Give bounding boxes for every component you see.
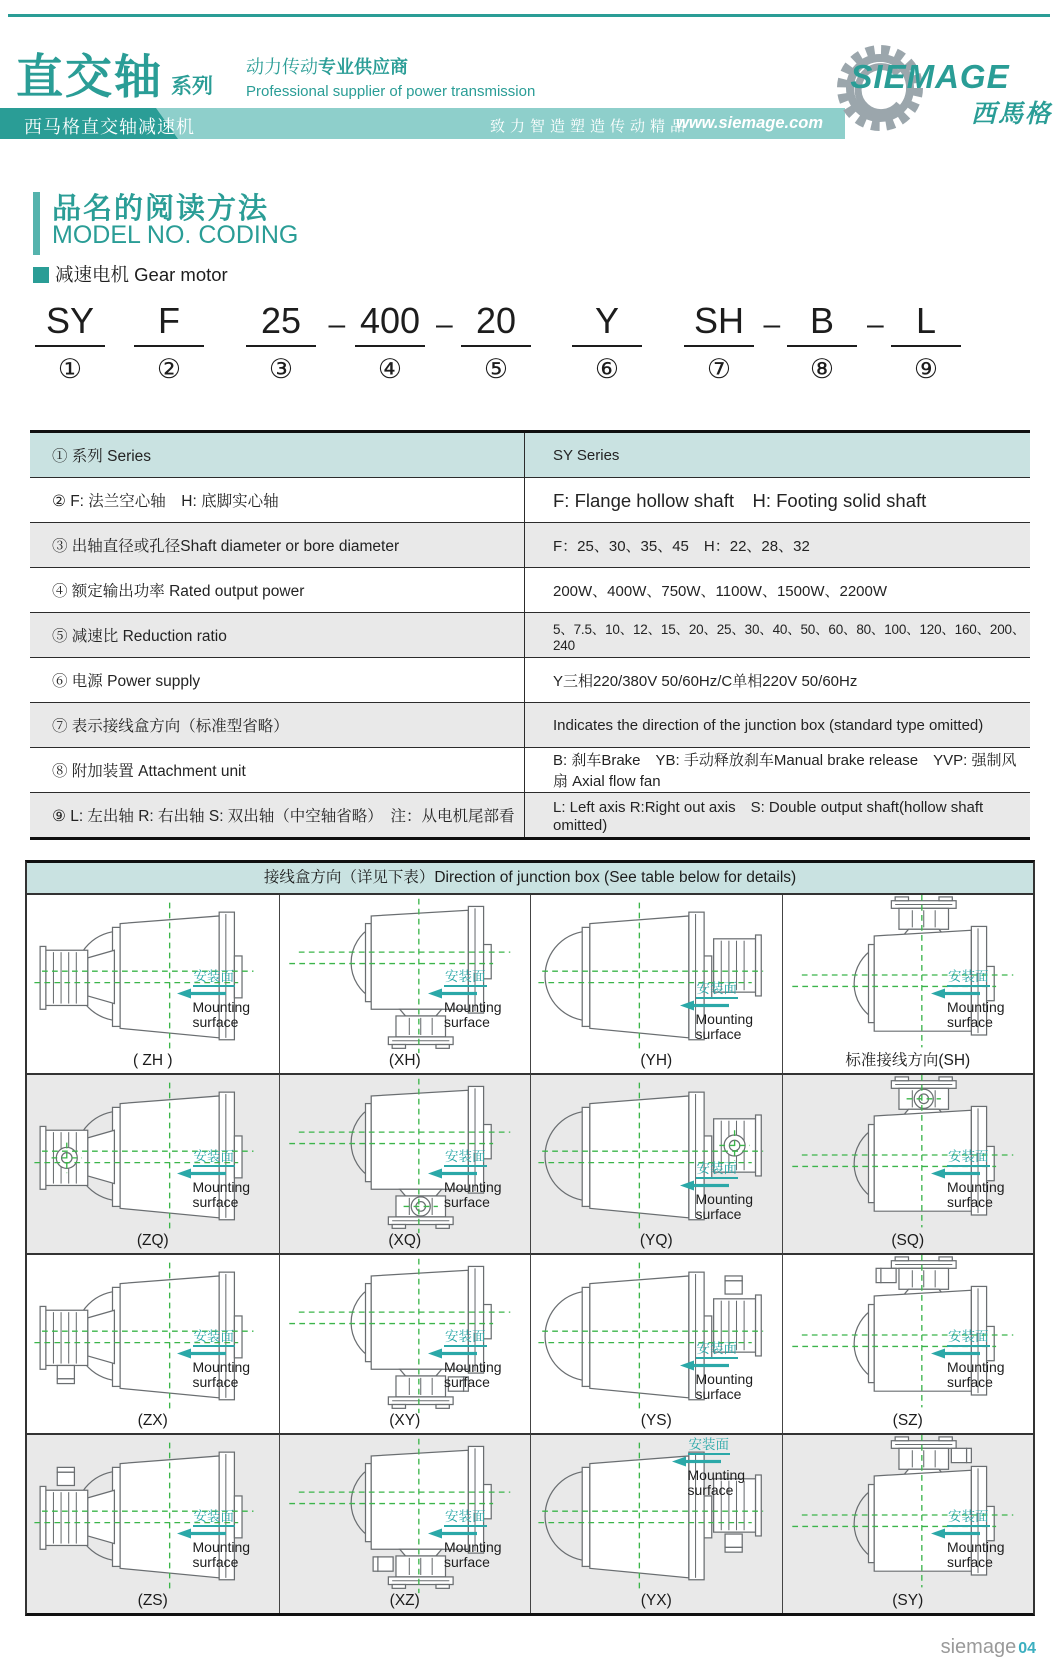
spec-left-2: ② F: 法兰空心轴 H: 底脚实心轴 — [30, 478, 525, 522]
spec-right-8: B: 刹车Brake YB: 手动释放刹车Manual brake release YVP: 强制风扇 Axial flow fan — [553, 752, 1017, 790]
spec-right-1: SY Series — [553, 446, 620, 464]
junction-cell-2 — [530, 895, 782, 1073]
top-rule — [8, 14, 1050, 17]
mounting-surface-label-en: Mounting surface — [695, 1191, 754, 1223]
code-text: SY — [35, 300, 105, 347]
junction-variant-label: (XQ) — [388, 1232, 422, 1249]
code-text: Y — [572, 300, 642, 347]
code-circled-number: ⑧ — [809, 354, 835, 384]
spec-left-4: ④ 额定输出功率 Rated output power — [30, 568, 525, 612]
series-suffix: 系列 — [171, 75, 213, 98]
code-item-7 — [787, 300, 857, 385]
mounting-surface-label-zh: 安装面 — [193, 1330, 236, 1347]
mounting-surface-label-en: Mounting surface — [695, 1011, 754, 1043]
mounting-surface-label-en: Mounting surface — [444, 999, 502, 1031]
spec-row-8 — [30, 747, 1030, 792]
code-item-5 — [572, 300, 642, 385]
mounting-surface-label-zh: 安装面 — [193, 970, 236, 987]
junction-variant-label: 标准接线方向(SH) — [845, 1052, 971, 1069]
junction-cell-0 — [27, 895, 279, 1073]
code-text: 20 — [461, 300, 531, 347]
mounting-surface-label-en: Mounting surface — [192, 999, 251, 1031]
mounting-surface-label-zh: 安装面 — [444, 1330, 487, 1347]
spec-left-1: ① 系列 Series — [30, 433, 525, 477]
spec-right-3: F：25、30、35、45 H：22、28、32 — [553, 537, 810, 555]
slogan-zh-regular: 动力传动 — [246, 57, 318, 77]
arrow-left-icon — [428, 1348, 478, 1359]
arrow-left-icon — [680, 1000, 730, 1011]
mounting-surface-label-en: Mounting surface — [947, 999, 1005, 1031]
model-code-spec-table — [30, 430, 1030, 840]
code-text: 400 — [355, 300, 425, 347]
spec-right-4: 200W、400W、750W、1100W、1500W、2200W — [553, 582, 888, 600]
logo-name: SIEMAGE — [850, 58, 1010, 95]
mounting-surface-callout — [931, 1329, 1031, 1390]
junction-variant-label: (ZQ) — [136, 1232, 169, 1249]
page-number: 04 — [1018, 1640, 1036, 1657]
mounting-surface-label-en: Mounting surface — [192, 1539, 251, 1571]
junction-grid — [27, 895, 1033, 1613]
junction-variant-label: (SY) — [892, 1592, 924, 1609]
arrow-left-icon — [177, 1168, 227, 1179]
junction-cell-5 — [279, 1073, 531, 1253]
junction-variant-label: (XZ) — [389, 1592, 420, 1609]
mounting-surface-callout — [177, 1509, 277, 1570]
mounting-surface-label-zh: 安装面 — [444, 1510, 487, 1527]
slogan-en: Professional supplier of power transmission — [246, 83, 536, 100]
mounting-surface-callout — [931, 969, 1031, 1030]
arrow-left-icon — [931, 1348, 981, 1359]
arrow-left-icon — [177, 1528, 227, 1539]
arrow-left-icon — [680, 1360, 730, 1371]
mounting-surface-callout — [177, 1149, 277, 1210]
spec-left-8: ⑧ 附加装置 Attachment unit — [30, 748, 525, 792]
arrow-left-icon — [428, 1528, 478, 1539]
junction-cell-6 — [530, 1073, 782, 1253]
code-text: B — [787, 300, 857, 347]
spec-row-9 — [30, 792, 1030, 837]
code-circled-number: ⑤ — [483, 354, 509, 384]
logo-zh: 西馬格 — [970, 101, 1052, 128]
junction-variant-label: (YX) — [640, 1592, 672, 1609]
arrow-left-icon — [680, 1180, 730, 1191]
mounting-surface-callout — [680, 1161, 780, 1222]
series-brand — [16, 40, 213, 107]
arrow-left-icon — [931, 1168, 981, 1179]
spec-right-7: Indicates the direction of the junction box (standard type omitted) — [553, 716, 984, 734]
mounting-surface-callout — [428, 969, 528, 1030]
spec-right-9: L: Left axis R:Right out axis S: Double output shaft(hollow shaft omitted) — [553, 799, 984, 834]
code-circled-number: ⑦ — [706, 354, 732, 384]
arrow-left-icon — [177, 988, 227, 999]
spec-left-5: ⑤ 减速比 Reduction ratio — [30, 613, 525, 657]
junction-variant-label: (SZ) — [892, 1412, 923, 1429]
spec-left-7: ⑦ 表示接线盒方向（标准型省略） — [30, 703, 525, 747]
junction-cell-1 — [279, 895, 531, 1073]
mounting-surface-label-en: Mounting surface — [687, 1467, 746, 1499]
subsection-zh: 减速电机 — [55, 264, 130, 285]
mounting-surface-label-zh: 安装面 — [444, 1150, 487, 1167]
junction-variant-label: (ZX) — [137, 1412, 168, 1429]
code-circled-number: ① — [57, 354, 83, 384]
mounting-surface-label-zh: 安装面 — [688, 1438, 731, 1455]
mounting-surface-label-zh: 安装面 — [696, 982, 739, 999]
square-bullet-icon — [33, 267, 49, 283]
mounting-surface-label-en: Mounting surface — [444, 1179, 502, 1211]
junction-cell-13 — [279, 1433, 531, 1613]
mounting-surface-callout — [931, 1149, 1031, 1210]
page-title-en: MODEL NO. CODING — [52, 221, 299, 249]
code-item-4 — [461, 300, 531, 385]
junction-cell-3 — [782, 895, 1034, 1073]
slogan-zh-bold: 专业供应商 — [318, 57, 408, 77]
mounting-surface-label-zh: 安装面 — [193, 1510, 236, 1527]
code-circled-number: ④ — [377, 354, 403, 384]
code-circled-number: ② — [156, 354, 182, 384]
spec-left-9: ⑨ L: 左出轴 R: 右出轴 S: 双出轴（中空轴省略） 注：从电机尾部看 — [30, 793, 525, 837]
junction-variant-label: (SQ) — [891, 1232, 925, 1249]
mounting-surface-callout — [680, 981, 780, 1042]
spec-row-5 — [30, 612, 1030, 657]
mounting-surface-callout — [428, 1329, 528, 1390]
section-title-bar — [33, 192, 40, 255]
junction-variant-label: (YH) — [640, 1052, 673, 1069]
subsection-en: Gear motor — [134, 264, 228, 285]
junction-cell-4 — [27, 1073, 279, 1253]
mounting-surface-label-en: Mounting surface — [192, 1359, 251, 1391]
junction-box-table — [25, 860, 1035, 1616]
series-title: 直交轴 — [16, 50, 163, 103]
junction-cell-12 — [27, 1433, 279, 1613]
page-title-zh: 品名的阅读方法 — [52, 193, 270, 225]
arrow-left-icon — [931, 1528, 981, 1539]
mounting-surface-label-en: Mounting surface — [192, 1179, 251, 1211]
mounting-surface-label-zh: 安装面 — [696, 1162, 739, 1179]
mounting-surface-callout — [680, 1341, 780, 1402]
mounting-surface-callout — [177, 969, 277, 1030]
mounting-surface-label-en: Mounting surface — [444, 1539, 502, 1571]
code-circled-number: ⑥ — [594, 354, 620, 384]
website-text: www.siemage.com — [676, 114, 824, 132]
spec-left-3: ③ 出轴直径或孔径Shaft diameter or bore diameter — [30, 523, 525, 567]
spec-row-4 — [30, 567, 1030, 612]
junction-table-header: 接线盒方向（详见下表）Direction of junction box (See table below for details) — [27, 863, 1033, 895]
junction-variant-label: (XH) — [388, 1052, 421, 1069]
code-item-1 — [134, 300, 204, 385]
code-item-0 — [35, 300, 105, 385]
arrow-left-icon — [428, 1168, 478, 1179]
model-code-diagram — [0, 300, 1058, 392]
code-circled-number: ③ — [268, 354, 294, 384]
footer-brand: siemage — [940, 1636, 1017, 1658]
junction-cell-10 — [530, 1253, 782, 1433]
arrow-left-icon — [177, 1348, 227, 1359]
spec-right-5: 5、7.5、10、12、15、20、25、30、40、50、60、80、100、120、160、200、240 — [553, 621, 1026, 653]
spec-row-2 — [30, 477, 1030, 522]
mounting-surface-label-zh: 安装面 — [947, 970, 990, 987]
code-item-8 — [891, 300, 961, 385]
mounting-surface-label-zh: 安装面 — [947, 1150, 990, 1167]
mounting-surface-label-zh: 安装面 — [947, 1510, 990, 1527]
mounting-surface-label-en: Mounting surface — [947, 1359, 1005, 1391]
header-slogan — [246, 53, 535, 100]
mounting-surface-label-en: Mounting surface — [444, 1359, 502, 1391]
mounting-surface-label-en: Mounting surface — [947, 1539, 1005, 1571]
code-item-6 — [684, 300, 754, 385]
junction-variant-label: (YQ) — [639, 1232, 673, 1249]
code-dash: – — [867, 308, 884, 341]
mounting-surface-callout — [428, 1509, 528, 1570]
mounting-surface-callout — [931, 1509, 1031, 1570]
code-text: F — [134, 300, 204, 347]
junction-variant-label: (XY) — [389, 1412, 421, 1429]
code-circled-number: ⑨ — [913, 354, 939, 384]
spec-row-1 — [30, 433, 1030, 477]
spec-row-3 — [30, 522, 1030, 567]
arrow-left-icon — [672, 1456, 722, 1467]
code-text: SH — [684, 300, 754, 347]
junction-cell-11 — [782, 1253, 1034, 1433]
junction-variant-label: ( ZH ) — [132, 1052, 173, 1069]
code-text: 25 — [246, 300, 316, 347]
spec-right-2: F: Flange hollow shaft H: Footing solid shaft — [553, 490, 927, 511]
code-text: L — [891, 300, 961, 347]
banner-slogan: 致力智造塑造传动精品 — [490, 118, 691, 135]
code-dash: – — [436, 308, 453, 341]
siemage-logo — [806, 36, 1054, 142]
mounting-surface-callout — [672, 1437, 772, 1498]
junction-variant-label: (YS) — [640, 1412, 672, 1429]
spec-left-6: ⑥ 电源 Power supply — [30, 658, 525, 702]
subsection-title — [33, 261, 228, 287]
mounting-surface-label-en: Mounting surface — [947, 1179, 1005, 1211]
code-item-2 — [246, 300, 316, 385]
code-dash: – — [328, 308, 346, 341]
mounting-surface-callout — [428, 1149, 528, 1210]
code-dash: – — [763, 308, 781, 341]
mounting-surface-label-zh: 安装面 — [947, 1330, 990, 1347]
junction-cell-8 — [27, 1253, 279, 1433]
mounting-surface-label-zh: 安装面 — [444, 970, 487, 987]
junction-cell-7 — [782, 1073, 1034, 1253]
arrow-left-icon — [428, 988, 478, 999]
arrow-left-icon — [931, 988, 981, 999]
mounting-surface-label-zh: 安装面 — [696, 1342, 739, 1359]
mounting-surface-callout — [177, 1329, 277, 1390]
banner-left-text: 西马格直交轴减速机 — [24, 117, 195, 137]
junction-cell-14 — [530, 1433, 782, 1613]
junction-variant-label: (ZS) — [137, 1592, 168, 1609]
mounting-surface-label-zh: 安装面 — [193, 1150, 236, 1167]
junction-cell-9 — [279, 1253, 531, 1433]
slogan-zh — [246, 53, 535, 79]
junction-cell-15 — [782, 1433, 1034, 1613]
page-footer — [941, 1636, 1036, 1659]
spec-row-7 — [30, 702, 1030, 747]
spec-row-6 — [30, 657, 1030, 702]
header-banner — [0, 108, 845, 139]
mounting-surface-label-en: Mounting surface — [695, 1371, 754, 1403]
code-item-3 — [355, 300, 425, 385]
spec-right-6: Y三相220/380V 50/60Hz/C单相220V 50/60Hz — [553, 672, 858, 690]
